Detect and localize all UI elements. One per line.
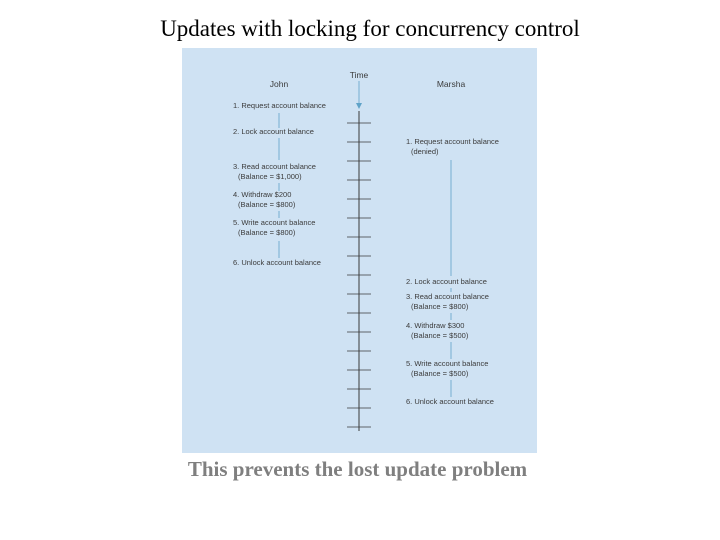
john-step-6-label: 6. Unlock account balance [233,258,321,267]
marsha-step-6-label: 6. Unlock account balance [406,397,494,406]
timeline-svg [182,48,537,453]
john-step-2-label: 2. Lock account balance [233,127,314,136]
lock-timeline-diagram [182,48,537,453]
john-step-3-detail: (Balance = $1,000) [238,172,302,181]
john-step-3-label: 3. Read account balance [233,162,316,171]
john-step-5-label: 5. Write account balance [233,218,316,227]
john-step-4-label: 4. Withdraw $200 [233,190,292,199]
marsha-step-1-detail: (denied) [411,147,439,156]
marsha-step-3-label: 3. Read account balance [406,292,489,301]
marsha-step-3-detail: (Balance = $800) [411,302,469,311]
marsha-step-4-label: 4. Withdraw $300 [406,321,465,330]
time-header: Time [349,70,369,80]
john-header: John [269,79,289,89]
marsha-step-5-detail: (Balance = $500) [411,369,469,378]
marsha-step-4-detail: (Balance = $500) [411,331,469,340]
marsha-step-5-label: 5. Write account balance [406,359,489,368]
marsha-step-2-label: 2. Lock account balance [406,277,487,286]
time-arrow-head [356,103,362,109]
marsha-header: Marsha [436,79,466,89]
marsha-step-1-label: 1. Request account balance [406,137,499,146]
john-step-1-label: 1. Request account balance [233,101,326,110]
slide-title: Updates with locking for concurrency control [160,16,580,41]
john-step-4-detail: (Balance = $800) [238,200,296,209]
slide-caption: This prevents the lost update problem [187,457,528,481]
john-step-5-detail: (Balance = $800) [238,228,296,237]
